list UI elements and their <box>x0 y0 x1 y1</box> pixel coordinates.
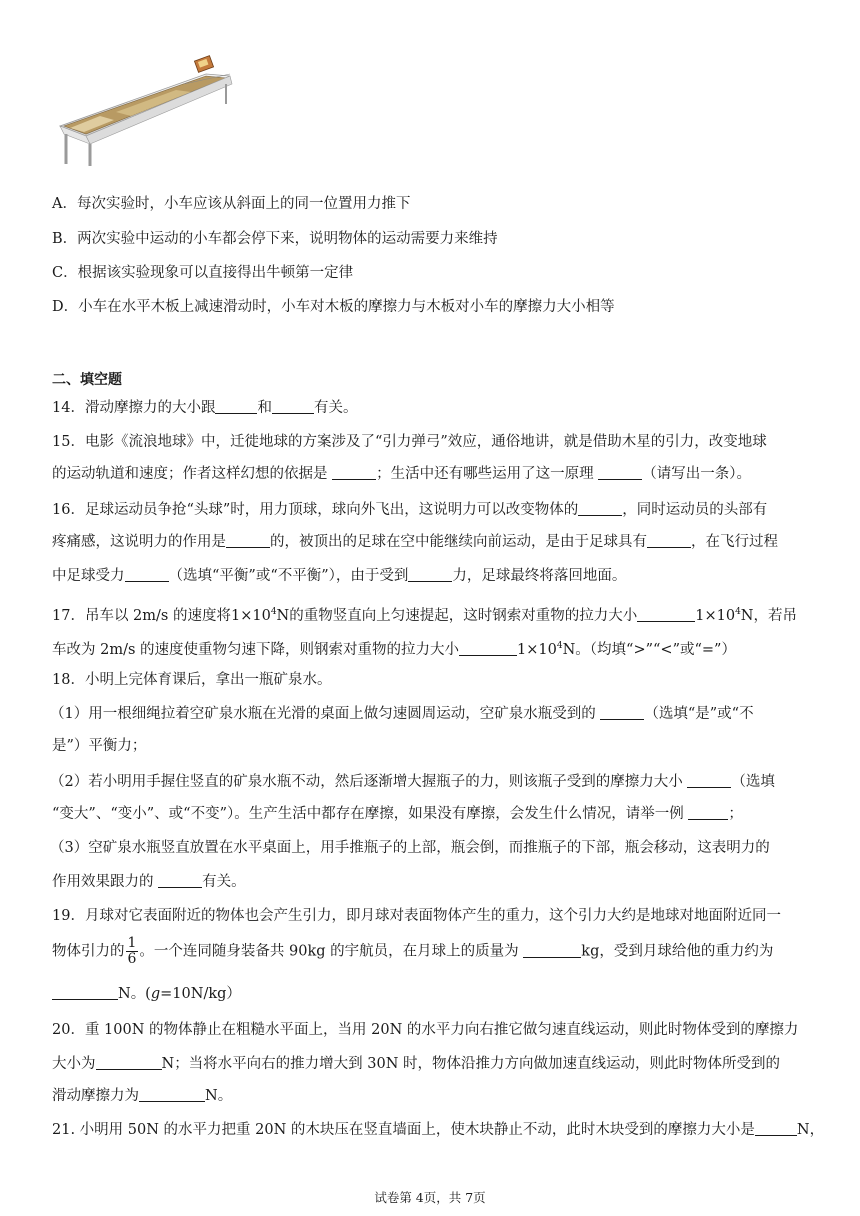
question-18-part-1-cont: 是”）平衡力； <box>52 738 147 754</box>
q16-text-1b: ，同时运动员的头部有 <box>622 502 768 518</box>
q18-text-2a: （2）若小明用手握住竖直的矿泉水瓶不动，然后逐渐增大握瓶子的力，则该瓶子受到的摩擦力大小 <box>50 774 688 790</box>
force-value: $1\times 10^4N$ <box>695 607 754 624</box>
q17-text-2b: 。（均填“>”“<”或“=”） <box>575 642 736 658</box>
q16-text-2b: 的，被顶出的足球在空中能继续向前运动，是由于足球具有 <box>270 534 647 550</box>
answer-blank[interactable] <box>52 984 118 1000</box>
q15-text-a: 的运动轨道和速度；作者这样幻想的依据是 <box>52 466 333 482</box>
question-15-line-1: 15．电影《流浪地球》中，迁徙地球的方案涉及了“引力弹弓”效应，通俗地讲，就是借助木星的引力，改变地球 <box>52 434 767 450</box>
answer-blank[interactable] <box>408 566 452 582</box>
q18-text-3c: 有关。 <box>202 874 246 890</box>
question-18-intro: 18．小明上完体育课后，拿出一瓶矿泉水。 <box>52 672 332 688</box>
option-c: C．根据该实验现象可以直接得出牛顿第一定律 <box>52 265 354 281</box>
option-a: A．每次实验时，小车应该从斜面上的同一位置用力推下 <box>52 196 411 212</box>
option-d: D．小车在水平木板上减速滑动时，小车对木板的摩擦力与木板对小车的摩擦力大小相等 <box>52 299 615 315</box>
answer-blank[interactable] <box>598 464 642 480</box>
question-18-part-1 <box>50 704 754 724</box>
q14-text-2: 和 <box>257 400 272 416</box>
question-18-part-2-cont <box>52 804 743 824</box>
question-18-part-2 <box>50 772 775 792</box>
answer-blank[interactable] <box>125 566 169 582</box>
q19-text-2c: kg，受到月球给他的重力约为 <box>581 943 774 960</box>
question-15-line-2 <box>52 464 751 484</box>
answer-blank[interactable] <box>158 872 202 888</box>
answer-blank[interactable] <box>523 942 581 958</box>
q16-text-3a: 中足球受力 <box>52 568 125 584</box>
q19-text-3a: N。( <box>118 986 151 1002</box>
q19-text-3b: =10N/kg） <box>160 986 241 1002</box>
q17-text-2a: 车改为 2m/s 的速度使重物匀速下降，则钢索对重物的拉力大小 <box>52 642 460 658</box>
q18-text-1b: （选填“是”或“不 <box>644 706 754 722</box>
q15-text-c: （请写出一条）。 <box>642 466 751 482</box>
q17-text-1c: ，若吊 <box>753 608 797 624</box>
q17-text-1a: 17．吊车以 2m/s 的速度将 <box>52 608 231 624</box>
q20-text-2a: 大小为 <box>52 1056 96 1072</box>
q16-text-3b: （选填“平衡”或“不平衡”），由于受到 <box>168 568 409 584</box>
answer-blank[interactable] <box>600 704 644 720</box>
force-value: $1\times 10^4N$ <box>517 641 576 658</box>
answer-blank[interactable] <box>96 1054 162 1070</box>
answer-blank[interactable] <box>637 606 695 622</box>
q18-text-2b: （选填 <box>731 774 775 790</box>
q16-text-2c: ，在飞行过程 <box>691 534 778 550</box>
answer-blank[interactable] <box>647 532 691 548</box>
answer-blank[interactable] <box>272 398 314 414</box>
answer-blank[interactable] <box>215 398 257 414</box>
question-20-line-2 <box>52 1054 780 1074</box>
question-20-line-3 <box>52 1086 232 1106</box>
question-19-line-3 <box>52 984 241 1004</box>
question-18-part-3: （3）空矿泉水瓶竖直放置在水平桌面上，用手推瓶子的上部，瓶会倒，而推瓶子的下部，瓶会移动，这表明力的 <box>50 840 770 856</box>
answer-blank[interactable] <box>332 464 376 480</box>
question-21-line-1 <box>52 1120 824 1140</box>
answer-blank[interactable] <box>578 500 622 516</box>
section-title: 二、填空题 <box>52 372 122 388</box>
question-20-line-1: 20．重 100N 的物体静止在粗糙水平面上，当用 20N 的水平力向右推它做匀速直线运动，则此时物体受到的摩擦力 <box>52 1022 799 1038</box>
question-16-line-1 <box>52 500 767 520</box>
q21-text-1a: 21. 小明用 50N 的水平力把重 20N 的木块压在竖直墙面上，使木块静止不动，此时木块受到的摩擦力大小是 <box>52 1122 755 1138</box>
question-18-part-3-cont <box>52 872 246 892</box>
question-16-line-2 <box>52 532 778 552</box>
question-14 <box>52 398 357 418</box>
q16-text-1a: 16．足球运动员争抢“头球”时，用力顶球，球向外飞出，这说明力可以改变物体的 <box>52 502 579 518</box>
q20-text-2b: N；当将水平向右的推力增大到 30N 时，物体沿推力方向做加速直线运动，则此时物体所受到的 <box>161 1056 781 1072</box>
fraction: $\frac{1}{6}$ <box>127 935 137 967</box>
q20-text-3b: N。 <box>205 1088 233 1104</box>
q16-text-2a: 疼痛感，这说明力的作用是 <box>52 534 226 550</box>
answer-blank[interactable] <box>687 772 731 788</box>
q18-text-1a: （1）用一根细绳拉着空矿泉水瓶在光滑的桌面上做匀速圆周运动，空矿泉水瓶受到的 <box>50 706 601 722</box>
q18-text-3b: 作用效果跟力的 <box>52 874 159 890</box>
answer-blank[interactable] <box>755 1120 797 1136</box>
q19-text-2b: 。一个连同随身装备共 90kg 的宇航员，在月球上的质量为 <box>139 943 524 960</box>
answer-blank[interactable] <box>226 532 270 548</box>
question-16-line-3 <box>52 566 626 586</box>
q14-text-3: 有关。 <box>313 400 358 416</box>
q20-text-3a: 滑动摩擦力为 <box>52 1088 139 1104</box>
q18-text-2d: ； <box>728 806 743 822</box>
q14-text-1: 14．滑动摩擦力的大小跟 <box>52 400 216 416</box>
question-17-line-1 <box>52 602 797 626</box>
q16-text-3c: 力，足球最终将落回地面。 <box>452 568 627 584</box>
experiment-figure <box>56 54 236 166</box>
answer-blank[interactable] <box>688 804 728 820</box>
answer-blank[interactable] <box>139 1086 205 1102</box>
force-value: $1\times 10^4N$ <box>230 607 290 624</box>
q17-text-1b: 的重物竖直向上匀速提起，这时钢索对重物的拉力大小 <box>289 608 638 624</box>
g-symbol: g <box>150 986 161 1002</box>
question-19-line-1: 19．月球对它表面附近的物体也会产生引力，即月球对表面物体产生的重力，这个引力大约是地球对地面附近同一 <box>52 908 781 924</box>
question-17-line-2 <box>52 636 736 660</box>
answer-blank[interactable] <box>459 640 517 656</box>
q18-text-2c: “变大”、“变小”、或“不变”）。生产生活中都存在摩擦，如果没有摩擦，会发生什么情况，请举一例 <box>52 806 689 822</box>
option-b: B．两次实验中运动的小车都会停下来，说明物体的运动需要力来维持 <box>52 231 498 247</box>
question-19-line-2 <box>52 936 773 967</box>
page-footer: 试卷第 4页，共 7页 <box>374 1190 486 1205</box>
q21-text-1b: N， <box>796 1122 825 1138</box>
q15-text-b: ；生活中还有哪些运用了这一原理 <box>376 466 599 482</box>
q19-text-2a: 物体引力的 <box>52 943 125 960</box>
cart-icon <box>194 56 213 73</box>
